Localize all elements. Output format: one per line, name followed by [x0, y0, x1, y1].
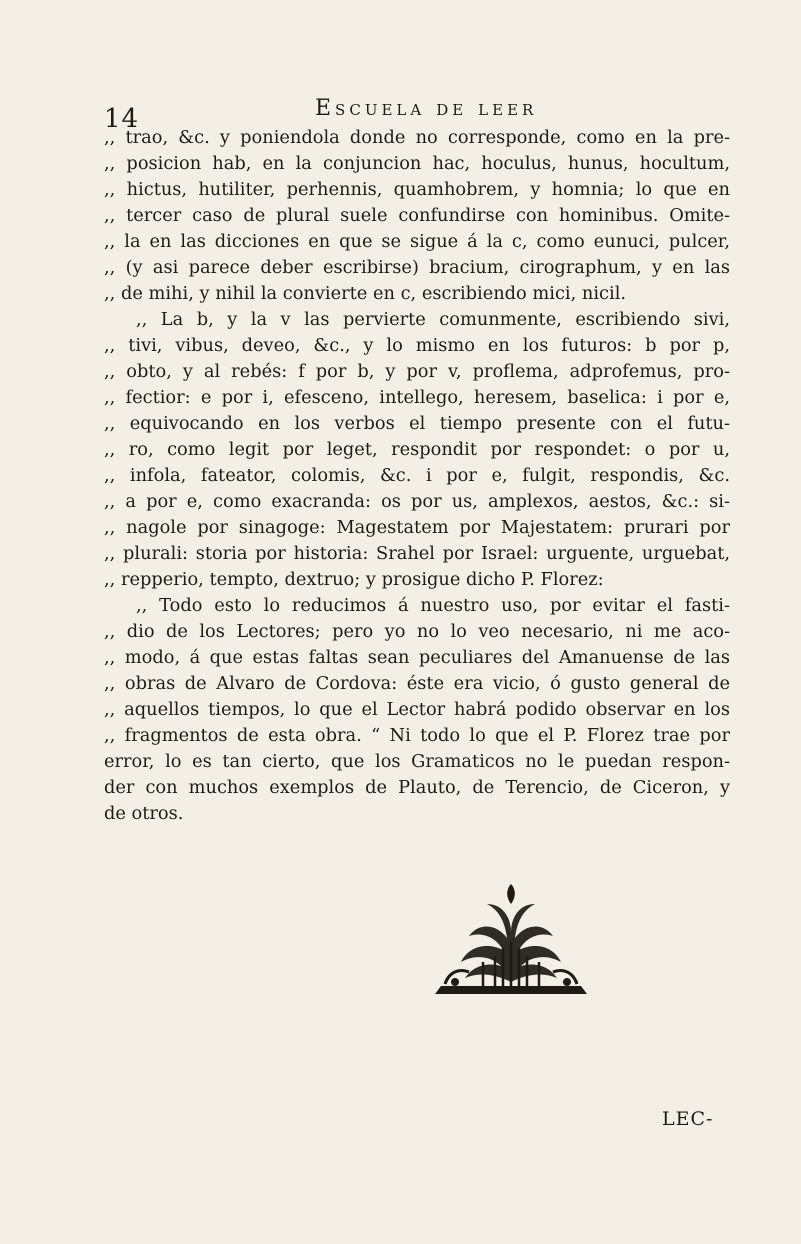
text-line: ,, modo, á que estas faltas sean peculiares del Amanuense de las [104, 647, 730, 668]
text-line: ,, plurali: storia por historia: Srahel por Israel: urguente, urguebat, [104, 543, 730, 564]
page-number: 14 [104, 104, 140, 134]
text-line: ,, posicion hab, en la conjuncion hac, hoculus, hunus, hocultum, [104, 153, 730, 174]
text-line: ,, hictus, hutiliter, perhennis, quamhobrem, y homnia; lo que en [104, 179, 730, 200]
text-line: ,, fragmentos de esta obra. “ Ni todo lo que el P. Florez trae por [104, 725, 730, 746]
text-line: ,, trao, &c. y poniendola donde no corresponde, como en la pre- [104, 127, 730, 148]
text-line: error, lo es tan cierto, que los Gramaticos no le puedan respon- [104, 751, 730, 772]
text-line: ,, ro, como legit por leget, respondit por respondet: o por u, [104, 439, 730, 460]
text-line: ,, fectior: e por i, efesceno, intellego, heresem, baselica: i por e, [104, 387, 730, 408]
page-header [100, 94, 710, 134]
text-line: ,, aquellos tiempos, lo que el Lector habrá podido observar en los [104, 699, 730, 720]
catchword: LEC- [662, 1108, 714, 1130]
text-line: ,, tercer caso de plural suele confundirse con hominibus. Omite- [104, 205, 730, 226]
text-line: ,, repperio, tempto, dextruo; y prosigue dicho P. Florez: [104, 569, 604, 590]
text-line: ,, obto, y al rebés: f por b, y por v, proflema, adprofemus, pro- [104, 361, 730, 382]
text-line: ,, La b, y la v las pervierte comunmente, escribiendo sivi, [136, 309, 730, 330]
text-line: ,, tivi, vibus, deveo, &c., y lo mismo en los futuros: b por p, [104, 335, 730, 356]
text-line: ,, equivocando en los verbos el tiempo presente con el futu- [104, 413, 730, 434]
ornamental-flourish-icon [425, 882, 597, 1002]
text-line: ,, nagole por sinagoge: Magestatem por Majestatem: prurari por [104, 517, 730, 538]
text-line: ,, obras de Alvaro de Cordova: éste era vicio, ó gusto general de [104, 673, 730, 694]
text-line: ,, a por e, como exacranda: os por us, amplexos, aestos, &c.: si- [104, 491, 730, 512]
text-line: ,, infola, fateator, colomis, &c. i por e, fulgit, respondis, &c. [104, 465, 730, 486]
text-line: der con muchos exemplos de Plauto, de Terencio, de Ciceron, y [104, 777, 730, 798]
text-line: ,, (y asi parece deber escribirse) bracium, cirographum, y en las [104, 257, 730, 278]
text-line: de otros. [104, 803, 184, 824]
text-line: ,, dio de los Lectores; pero yo no lo veo necesario, ni me aco- [104, 621, 730, 642]
running-head: Escuela de leer [315, 96, 538, 121]
body-text [104, 125, 730, 827]
text-line: ,, la en las dicciones en que se sigue á la c, como eunuci, pulcer, [104, 231, 730, 252]
text-line: ,, de mihi, y nihil la convierte en c, escribiendo mici, nicil. [104, 283, 627, 304]
text-line: ,, Todo esto lo reducimos á nuestro uso, por evitar el fasti- [136, 595, 730, 616]
